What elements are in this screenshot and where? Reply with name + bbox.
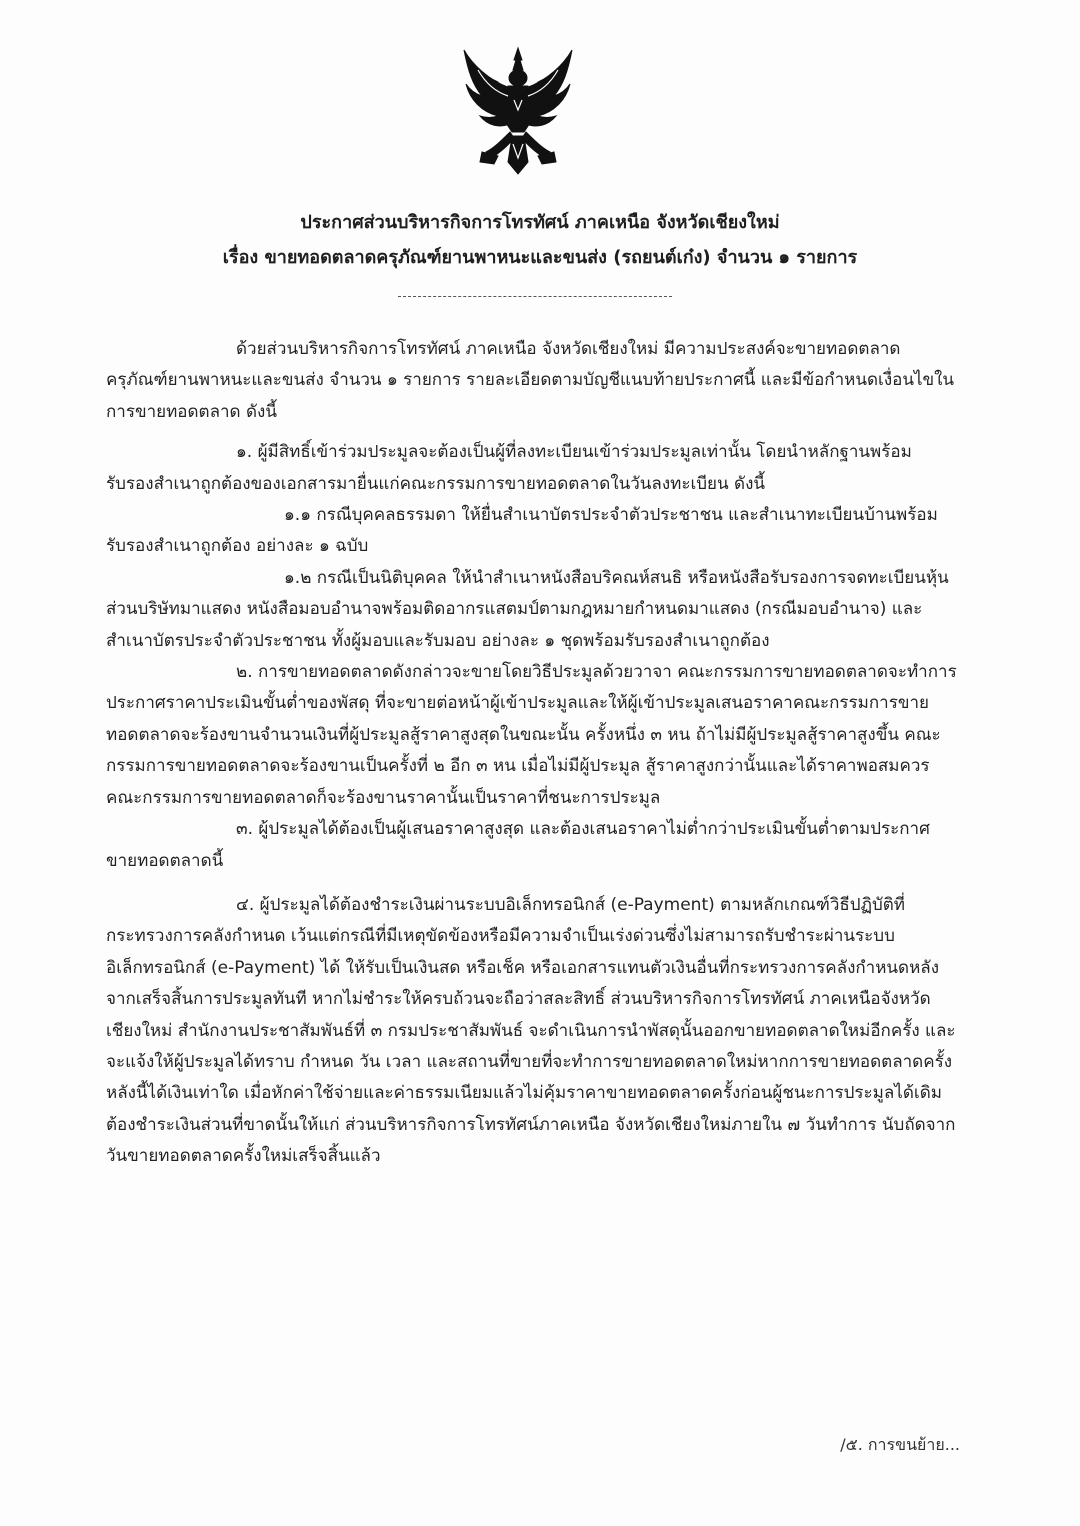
paragraph-item-3: ๓. ผู้ประมูลได้ต้องเป็นผู้เสนอราคาสูงสุด และต้องเสนอราคาไม่ต่ำกว่าประเมินขั้นต่ำตามประกาศขายทอดตลาดนี้ xyxy=(106,819,930,871)
paragraph-item-1-2: ๑.๒ กรณีเป็นนิติบุคคล ให้นำสำเนาหนังสือบริคณห์สนธิ หรือหนังสือรับรองการจดทะเบียนหุ้นส่วนบริษัทมาแสดง หนังสือมอบอำนาจพร้อมติดอากรแสตมป์ตามกฎหมายกำหนดมาแสดง (กรณีมอบอำนาจ) และสำเนาบัตรประจำตัวประชาชน ทั้งผู้มอบและรับมอบ อย่างละ ๑ ชุดพร้อมรับรองสำเนาถูกต้อง xyxy=(106,567,949,651)
announcement-title: ประกาศส่วนบริหารกิจการโทรทัศน์ ภาคเหนือ จังหวัดเชียงใหม่ xyxy=(300,212,780,233)
announcement-subject: เรื่อง ขายทอดตลาดครุภัณฑ์ยานพาหนะและขนส่ง (รถยนต์เก๋ง) จำนวน ๑ รายการ xyxy=(222,247,858,268)
paragraph-intro: ด้วยส่วนบริหารกิจการโทรทัศน์ ภาคเหนือ จังหวัดเชียงใหม่ มีความประสงค์จะขายทอดตลาดครุภัณฑ์ยานพาหนะและขนส่ง จำนวน ๑ รายการ รายละเอียดตามบัญชีแนบท้ายประกาศนี้ และมีข้อกำหนดเงื่อนไขในการขายทอดตลาด ดังนี้ xyxy=(106,339,955,422)
announcement-body xyxy=(106,334,958,1173)
title-divider xyxy=(398,296,672,297)
paragraph-item-1-1: ๑.๑ กรณีบุคคลธรรมดา ให้ยื่นสำเนาบัตรประจำตัวประชาชน และสำเนาทะเบียนบ้านพร้อมรับรองสำเนาถูกต้อง อย่างละ ๑ ฉบับ xyxy=(106,505,938,557)
paragraph-item-4: ๔. ผู้ประมูลได้ต้องชำระเงินผ่านระบบอิเล็กทรอนิกส์ (e-Payment) ตามหลักเกณฑ์วิธีปฏิบัติที่กระทรวงการคลังกำหนด เว้นแต่กรณีที่มีเหตุขัดข้องหรือมีความจำเป็นเร่งด่วนซึ่งไม่สามารถรับชำระผ่านระบบอิเล็กทรอนิกส์ (e-Payment) ได้ ให้รับเป็นเงินสด หรือเช็ค หรือเอกสารแทนตัวเงินอื่นที่กระทรวงการคลังกำหนดหลังจากเสร็จสิ้นการประมูลทันที หากไม่ชำระให้ครบถ้วนจะถือว่าสละสิทธิ์ ส่วนบริหารกิจการโทรทัศน์ ภาคเหนือจังหวัดเชียงใหม่ สำนักงานประชาสัมพันธ์ที่ ๓ กรมประชาสัมพันธ์ จะดำเนินการนำพัสดุนั้นออกขายทอดตลาดใหม่อีกครั้ง และจะแจ้งให้ผู้ประมูลได้ทราบ กำหนด วัน เวลา และสถานที่ขายที่จะทำการขายทอดตลาดใหม่หากการขายทอดตลาดครั้งหลังนี้ได้เงินเท่าใด เมื่อหักค่าใช้จ่ายและค่าธรรมเนียมแล้วไม่คุ้มราคาขายทอดตลาดครั้งก่อนผู้ชนะการประมูลได้เดิมต้องชำระเงินส่วนที่ขาดนั้นให้แก่ ส่วนบริหารกิจการโทรทัศน์ภาคเหนือ จังหวัดเชียงใหม่ภายใน ๗ วันทำการ นับถัดจากวันขายทอดตลาดครั้งใหม่เสร็จสิ้นแล้ว xyxy=(106,894,956,1167)
paragraph-item-2: ๒. การขายทอดตลาดดังกล่าวจะขายโดยวิธีประมูลด้วยวาจา คณะกรรมการขายทอดตลาดจะทำการประกาศราคาประเมินขั้นต่ำของพัสดุ ที่จะขายต่อหน้าผู้เข้าประมูลและให้ผู้เข้าประมูลเสนอราคาคณะกรรมการขายทอดตลาดจะร้องขานจำนวนเงินที่ผู้ประมูลสู้ราคาสูงสุดในขณะนั้น ครั้งหนึ่ง ๓ หน ถ้าไม่มีผู้ประมูลสู้ราคาสูงขึ้น คณะกรรมการขายทอดตลาดจะร้องขานเป็นครั้งที่ ๒ อีก ๓ หน เมื่อไม่มีผู้ประมูล สู้ราคาสูงกว่านั้นและได้ราคาพอสมควร คณะกรรมการขายทอดตลาดก็จะร้องขานราคานั้นเป็นราคาที่ชนะการประมูล xyxy=(106,662,957,808)
garuda-emblem-icon xyxy=(458,40,578,180)
paragraph-item-1: ๑. ผู้มีสิทธิ์เข้าร่วมประมูลจะต้องเป็นผู้ที่ลงทะเบียนเข้าร่วมประมูลเท่านั้น โดยนำหลักฐานพร้อมรับรองสำเนาถูกต้องของเอกสารมายื่นแก่คณะกรรมการขายทอดตลาดในวันลงทะเบียน ดังนี้ xyxy=(106,442,912,494)
continuation-note: /๕. การขนย้าย... xyxy=(840,1435,960,1454)
